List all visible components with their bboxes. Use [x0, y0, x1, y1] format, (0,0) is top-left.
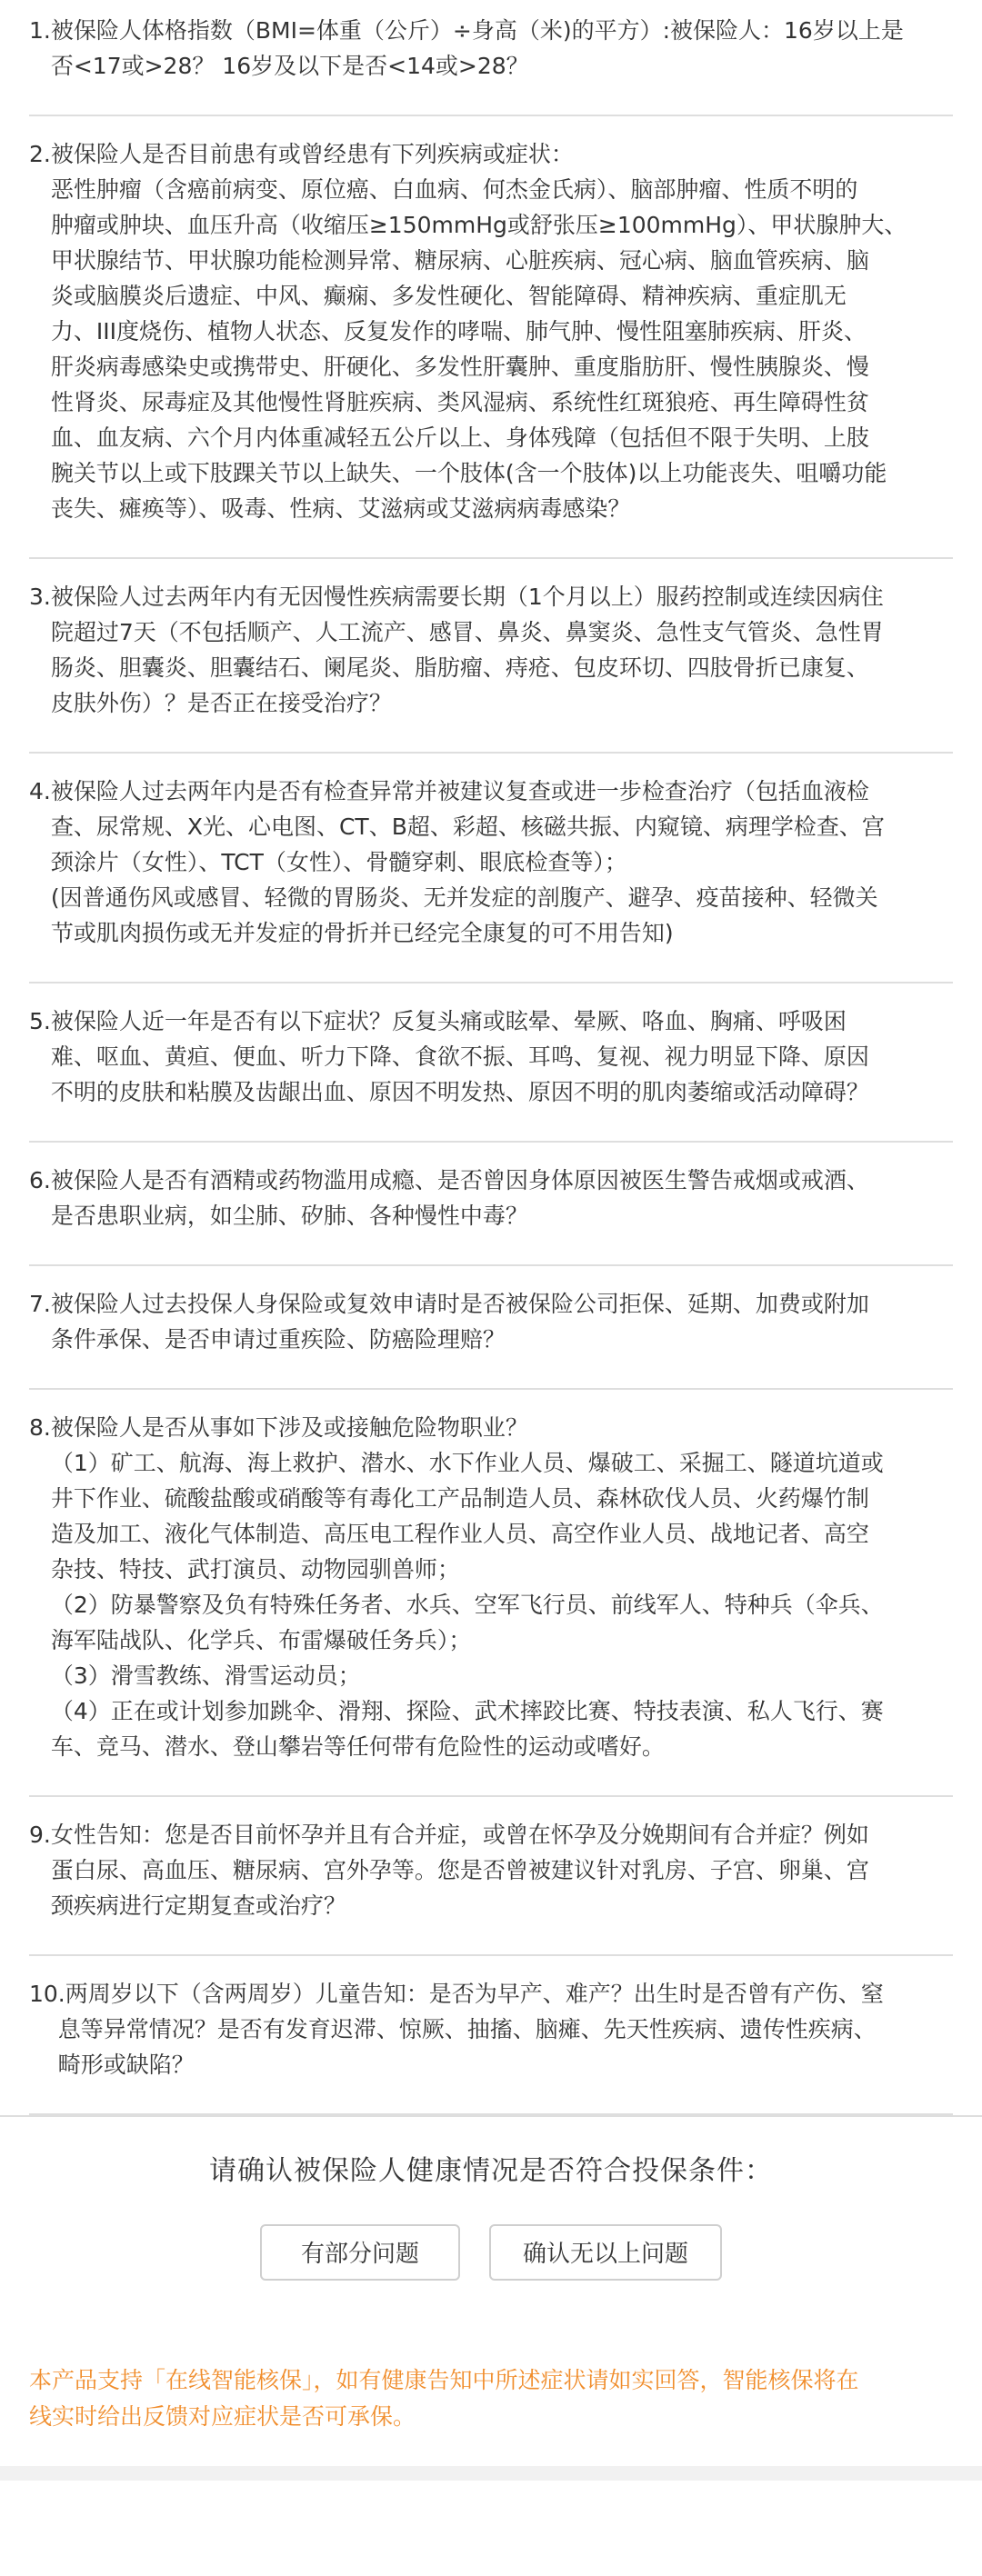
question-item: [29, 0, 953, 116]
question-item: [29, 754, 953, 983]
question-title: 7.被保险人过去投保人身保险或复效申请时是否被保险公司拒保、延期、加费或附加: [29, 1291, 869, 1317]
question-item: [29, 1266, 953, 1390]
question-text-line: 腕关节以上或下肢踝关节以上缺失、一个肢体(含一个肢体)以上功能丧失、咀嚼功能: [29, 460, 887, 486]
confirm-section: [0, 2115, 982, 2317]
question-text-line: 甲状腺结节、甲状腺功能检测异常、糖尿病、心脏疾病、冠心病、脑血管疾病、脑: [29, 247, 869, 274]
question-item: [29, 559, 953, 754]
question-text-line: 颈疾病进行定期复查或治疗？: [29, 1892, 346, 1919]
question-text-line: 力、III度烧伤、植物人状态、反复发作的哮喘、肺气肿、慢性阻塞肺疾病、肝炎、: [29, 318, 867, 344]
confirm-button-row: [0, 2224, 982, 2281]
question-text-line: （2）防暴警察及负有特殊任务者、水兵、空军飞行员、前线军人、特种兵（伞兵、: [29, 1592, 884, 1618]
notice-line-2: 线实时给出反馈对应症状是否可承保。: [29, 2403, 416, 2430]
question-title: 8.被保险人是否从事如下涉及或接触危险物职业？: [29, 1414, 528, 1441]
confirm-no-issues-button[interactable]: 确认无以上问题: [489, 2224, 722, 2281]
question-text-line: 恶性肿瘤（含癌前病变、原位癌、白血病、何杰金氏病）、脑部肿瘤、性质不明的: [29, 176, 858, 203]
question-text-line: 肠炎、胆囊炎、胆囊结石、阑尾炎、脂肪瘤、痔疮、包皮环切、四肢骨折已康复、: [29, 654, 869, 681]
question-item: [29, 1797, 953, 1956]
question-item: [29, 116, 953, 559]
question-text-line: 条件承保、是否申请过重疾险、防癌险理赔？: [29, 1326, 506, 1353]
question-text-line: 查、尿常规、X光、心电图、CT、B超、彩超、核磁共振、内窥镜、病理学检查、宫: [29, 814, 885, 840]
question-item: [29, 1390, 953, 1797]
question-text-line: 难、呕血、黄疸、便血、听力下降、食欲不振、耳鸣、复视、视力明显下降、原因: [29, 1043, 869, 1070]
question-text-line: 院超过7天（不包括顺产、人工流产、感冒、鼻炎、鼻窦炎、急性支气管炎、急性胃: [29, 619, 884, 645]
question-text-line: （4）正在或计划参加跳伞、滑翔、探险、武术摔跤比赛、特技表演、私人飞行、赛: [29, 1698, 884, 1724]
question-text-line: （3）滑雪教练、滑雪运动员；: [29, 1662, 361, 1689]
question-item: [29, 1143, 953, 1266]
question-text-line: 性肾炎、尿毒症及其他慢性肾脏疾病、类风湿病、系统性红斑狼疮、再生障碍性贫: [29, 389, 869, 415]
question-text-line: 畸形或缺陷？: [29, 2052, 195, 2078]
question-text-line: 杂技、特技、武打演员、动物园驯兽师；: [29, 1556, 460, 1583]
question-text-line: (因普通伤风或感冒、轻微的胃肠炎、无并发症的剖腹产、避孕、疫苗接种、轻微关: [29, 884, 878, 911]
question-text-line: 肿瘤或肿块、血压升高（收缩压≥150mmHg或舒张压≥100mmHg）、甲状腺肿大、: [29, 212, 907, 238]
question-text-line: 息等异常情况？是否有发育迟滞、惊厥、抽搐、脑瘫、先天性疾病、遗传性疾病、: [29, 2016, 877, 2042]
question-title: 1.被保险人体格指数（BMI=体重（公斤）÷身高（米)的平方）:被保险人：16岁以上是: [29, 17, 904, 44]
question-text-line: 车、竞马、潜水、登山攀岩等任何带有危险性的运动或嗜好。: [29, 1733, 665, 1760]
question-text-line: 丧失、瘫痪等）、吸毒、性病、艾滋病或艾滋病病毒感染？: [29, 495, 631, 522]
underwriting-notice: [0, 2317, 982, 2466]
notice-line-1: 本产品支持「在线智能核保」，如有健康告知中所述症状请如实回答，智能核保将在: [29, 2367, 859, 2393]
footer-bar: [0, 2466, 982, 2481]
question-text-line: 海军陆战队、化学兵、布雷爆破任务兵）；: [29, 1627, 472, 1653]
question-text-line: 节或肌肉损伤或无并发症的骨折并已经完全康复的可不用告知): [29, 920, 674, 946]
question-title: 9.女性告知：您是否目前怀孕并且有合并症，或曾在怀孕及分娩期间有合并症？例如: [29, 1822, 869, 1848]
question-text-line: 肝炎病毒感染史或携带史、肝硬化、多发性肝囊肿、重度脂肪肝、慢性胰腺炎、慢: [29, 354, 869, 380]
question-text-line: 颈涂片（女性）、TCT（女性）、骨髓穿刺、眼底检查等）；: [29, 849, 627, 875]
question-text-line: 造及加工、液化气体制造、高压电工程作业人员、高空作业人员、战地记者、高空: [29, 1521, 869, 1547]
question-text-line: 否<17或>28？ 16岁及以下是否<14或>28？: [29, 53, 529, 79]
question-text-line: 是否患职业病，如尘肺、矽肺、各种慢性中毒？: [29, 1203, 528, 1229]
question-text-line: 血、血友病、六个月内体重减轻五公斤以上、身体残障（包括但不限于失明、上肢: [29, 424, 869, 451]
question-title: 2.被保险人是否目前患有或曾经患有下列疾病或症状：: [29, 141, 574, 167]
question-text-line: 蛋白尿、高血压、糖尿病、宫外孕等。您是否曾被建议针对乳房、子宫、卵巢、宫: [29, 1857, 869, 1883]
question-title: 6.被保险人是否有酒精或药物滥用成瘾、是否曾因身体原因被医生警告戒烟或戒酒、: [29, 1167, 869, 1193]
question-item: [29, 1956, 953, 2115]
partial-issues-button[interactable]: 有部分问题: [260, 2224, 460, 2281]
question-item: [29, 983, 953, 1143]
question-text-line: （1）矿工、航海、海上救护、潜水、水下作业人员、爆破工、采掘工、隧道坑道或: [29, 1450, 884, 1476]
question-title: 5.被保险人近一年是否有以下症状？反复头痛或眩晕、晕厥、咯血、胸痛、呼吸困: [29, 1008, 847, 1034]
confirm-title: 请确认被保险人健康情况是否符合投保条件：: [209, 2155, 773, 2187]
question-title: 4.被保险人过去两年内是否有检查异常并被建议复查或进一步检查治疗（包括血液检: [29, 778, 869, 804]
question-text-line: 井下作业、硫酸盐酸或硝酸等有毒化工产品制造人员、森林砍伐人员、火药爆竹制: [29, 1485, 869, 1512]
question-text-line: 不明的皮肤和粘膜及齿龈出血、原因不明发热、原因不明的肌肉萎缩或活动障碍？: [29, 1079, 869, 1105]
question-title: 3.被保险人过去两年内有无因慢性疾病需要长期（1个月以上）服药控制或连续因病住: [29, 584, 884, 610]
question-text-line: 皮肤外伤）？是否正在接受治疗？: [29, 690, 392, 716]
question-title: 10.两周岁以下（含两周岁）儿童告知：是否为早产、难产？出生时是否曾有产伤、窒: [29, 1981, 884, 2007]
question-text-line: 炎或脑膜炎后遗症、中风、癫痫、多发性硬化、智能障碍、精神疾病、重症肌无: [29, 283, 847, 309]
